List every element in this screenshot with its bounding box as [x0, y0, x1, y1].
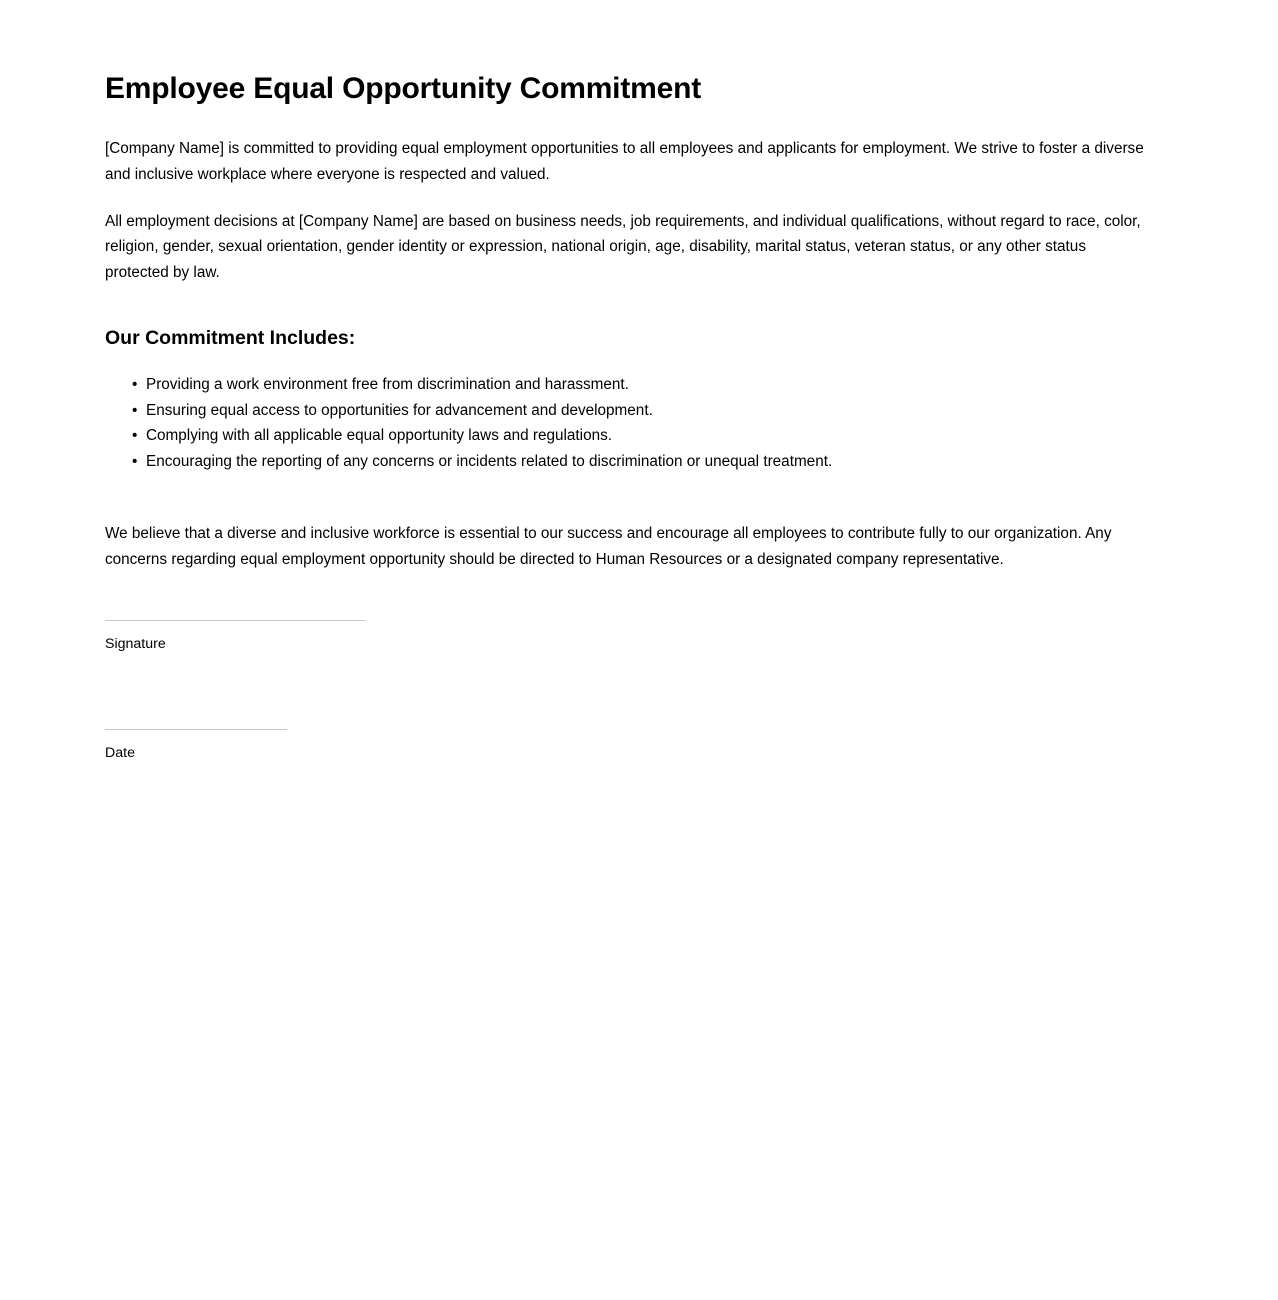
commitment-list — [105, 372, 1150, 474]
date-label: Date — [105, 744, 135, 761]
employment-decisions-paragraph: All employment decisions at [Company Name] are based on business needs, job requirements, and individual qualifications, without regard to race, color, religion, gender, sexual orientation, gender identity or expression, national origin, age, disability, marital status, veteran status, or any other status protected by law. — [105, 212, 1141, 282]
signature-label: Signature — [105, 635, 166, 652]
date-field[interactable] — [105, 729, 1150, 762]
list-item: • Encouraging the reporting of any concerns or incidents related to discrimination or unequal treatment. — [146, 449, 1150, 475]
list-item: • Ensuring equal access to opportunities for advancement and development. — [146, 398, 1150, 424]
intro-paragraph: [Company Name] is committed to providing equal employment opportunities to all employees and applicants for employment. We strive to foster a diverse and inclusive workplace where everyone is respected and valued. — [105, 140, 1144, 183]
commitment-section-heading: Our Commitment Includes: — [105, 326, 356, 349]
page-title: Employee Equal Opportunity Commitment — [105, 72, 701, 105]
date-line[interactable] — [105, 729, 287, 730]
list-item: • Complying with all applicable equal opportunity laws and regulations. — [146, 423, 1150, 449]
closing-paragraph: We believe that a diverse and inclusive workforce is essential to our success and encourage all employees to contribute fully to our organization. Any concerns regarding equal employment opportunity should be directed to Human Resources or a designated company representative. — [105, 525, 1112, 569]
signature-line[interactable] — [105, 620, 366, 621]
signature-field[interactable] — [105, 620, 1150, 653]
list-item: • Providing a work environment free from discrimination and harassment. — [146, 372, 1150, 398]
